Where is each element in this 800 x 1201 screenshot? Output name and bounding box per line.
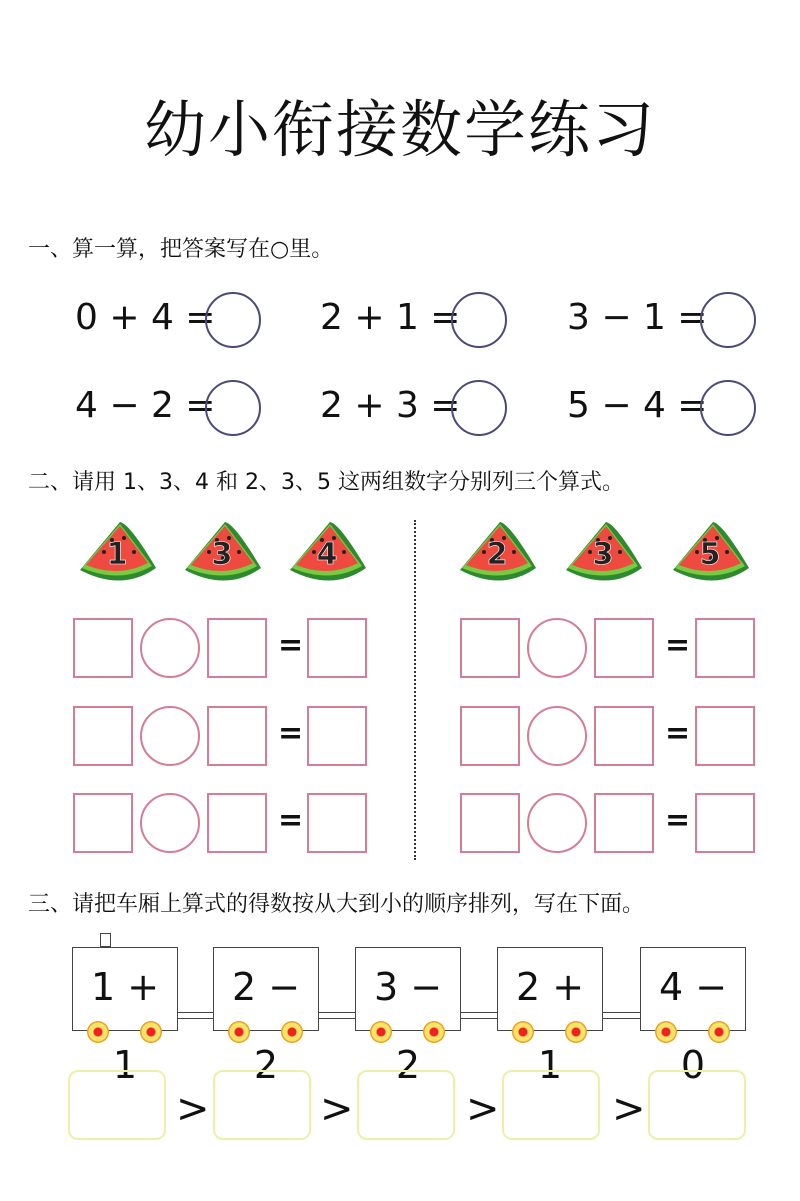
equation: 5 − 4 = bbox=[567, 385, 708, 426]
operator-circle[interactable] bbox=[527, 618, 587, 678]
greater-than-sign: > bbox=[612, 1086, 646, 1132]
answer-box[interactable] bbox=[357, 1070, 455, 1140]
train-car: 1 + 1 bbox=[72, 947, 178, 1031]
car-coupler bbox=[461, 1012, 497, 1019]
number-box[interactable] bbox=[594, 706, 654, 766]
car-coupler bbox=[178, 1012, 213, 1019]
result-box[interactable] bbox=[307, 793, 367, 853]
section2-heading: 二、请用 1、3、4 和 2、3、5 这两组数字分别列三个算式。 bbox=[28, 470, 624, 495]
chimney bbox=[100, 933, 111, 947]
greater-than-sign: > bbox=[320, 1086, 354, 1132]
answer-box[interactable] bbox=[68, 1070, 166, 1140]
train-car: 2 + 1 bbox=[497, 947, 603, 1031]
number-box[interactable] bbox=[594, 618, 654, 678]
wheel-icon bbox=[423, 1021, 445, 1043]
result-box[interactable] bbox=[695, 706, 755, 766]
number-box[interactable] bbox=[594, 793, 654, 853]
train-car: 4 − 0 bbox=[640, 947, 746, 1031]
result-box[interactable] bbox=[307, 618, 367, 678]
wheel-icon bbox=[370, 1021, 392, 1043]
wheel-icon bbox=[655, 1021, 677, 1043]
wheel-icon bbox=[512, 1021, 534, 1043]
wheel-icon bbox=[281, 1021, 303, 1043]
answer-box[interactable] bbox=[213, 1070, 311, 1140]
answer-box[interactable] bbox=[502, 1070, 600, 1140]
equals-sign: = bbox=[278, 628, 304, 663]
equation: 2 + 3 = bbox=[320, 385, 461, 426]
greater-than-sign: > bbox=[176, 1086, 210, 1132]
wheel-icon bbox=[87, 1021, 109, 1043]
equation: 3 − 1 = bbox=[567, 297, 708, 338]
equals-sign: = bbox=[278, 716, 304, 751]
wheel-icon bbox=[708, 1021, 730, 1043]
operator-circle[interactable] bbox=[140, 706, 200, 766]
watermelon-number: 4 bbox=[316, 537, 338, 572]
result-box[interactable] bbox=[695, 793, 755, 853]
equals-sign: = bbox=[665, 803, 691, 838]
watermelon-number: 3 bbox=[211, 537, 233, 572]
wheel-icon bbox=[228, 1021, 250, 1043]
equation: 0 + 4 = bbox=[75, 297, 216, 338]
operator-circle[interactable] bbox=[527, 706, 587, 766]
watermelon-number: 2 bbox=[486, 537, 508, 572]
section1-heading: 一、算一算，把答案写在○里。 bbox=[28, 237, 334, 262]
equals-sign: = bbox=[665, 716, 691, 751]
answer-box[interactable] bbox=[648, 1070, 746, 1140]
number-box[interactable] bbox=[207, 706, 267, 766]
number-box[interactable] bbox=[207, 793, 267, 853]
result-box[interactable] bbox=[307, 706, 367, 766]
watermelon-number: 3 bbox=[592, 537, 614, 572]
answer-circle[interactable] bbox=[205, 380, 261, 436]
number-box[interactable] bbox=[73, 618, 133, 678]
result-box[interactable] bbox=[695, 618, 755, 678]
answer-circle[interactable] bbox=[205, 292, 261, 348]
operator-circle[interactable] bbox=[140, 618, 200, 678]
number-box[interactable] bbox=[207, 618, 267, 678]
car-coupler bbox=[603, 1012, 640, 1019]
number-box[interactable] bbox=[73, 706, 133, 766]
watermelon-number: 1 bbox=[106, 537, 128, 572]
operator-circle[interactable] bbox=[140, 793, 200, 853]
train-car: 3 − 2 bbox=[355, 947, 461, 1031]
number-box[interactable] bbox=[73, 793, 133, 853]
answer-circle[interactable] bbox=[451, 292, 507, 348]
answer-circle[interactable] bbox=[700, 380, 756, 436]
equals-sign: = bbox=[665, 628, 691, 663]
divider bbox=[414, 520, 416, 860]
car-coupler bbox=[319, 1012, 355, 1019]
greater-than-sign: > bbox=[466, 1086, 500, 1132]
equation: 2 + 1 = bbox=[320, 297, 461, 338]
wheel-icon bbox=[140, 1021, 162, 1043]
watermelon-number: 5 bbox=[699, 537, 721, 572]
operator-circle[interactable] bbox=[527, 793, 587, 853]
answer-circle[interactable] bbox=[451, 380, 507, 436]
equation: 4 − 2 = bbox=[75, 385, 216, 426]
wheel-icon bbox=[565, 1021, 587, 1043]
number-box[interactable] bbox=[460, 793, 520, 853]
number-box[interactable] bbox=[460, 618, 520, 678]
number-box[interactable] bbox=[460, 706, 520, 766]
page-title: 幼小衔接数学练习 bbox=[143, 93, 656, 166]
answer-circle[interactable] bbox=[700, 292, 756, 348]
train-car: 2 − 2 bbox=[213, 947, 319, 1031]
section3-heading: 三、请把车厢上算式的得数按从大到小的顺序排列，写在下面。 bbox=[28, 892, 645, 917]
equals-sign: = bbox=[278, 803, 304, 838]
